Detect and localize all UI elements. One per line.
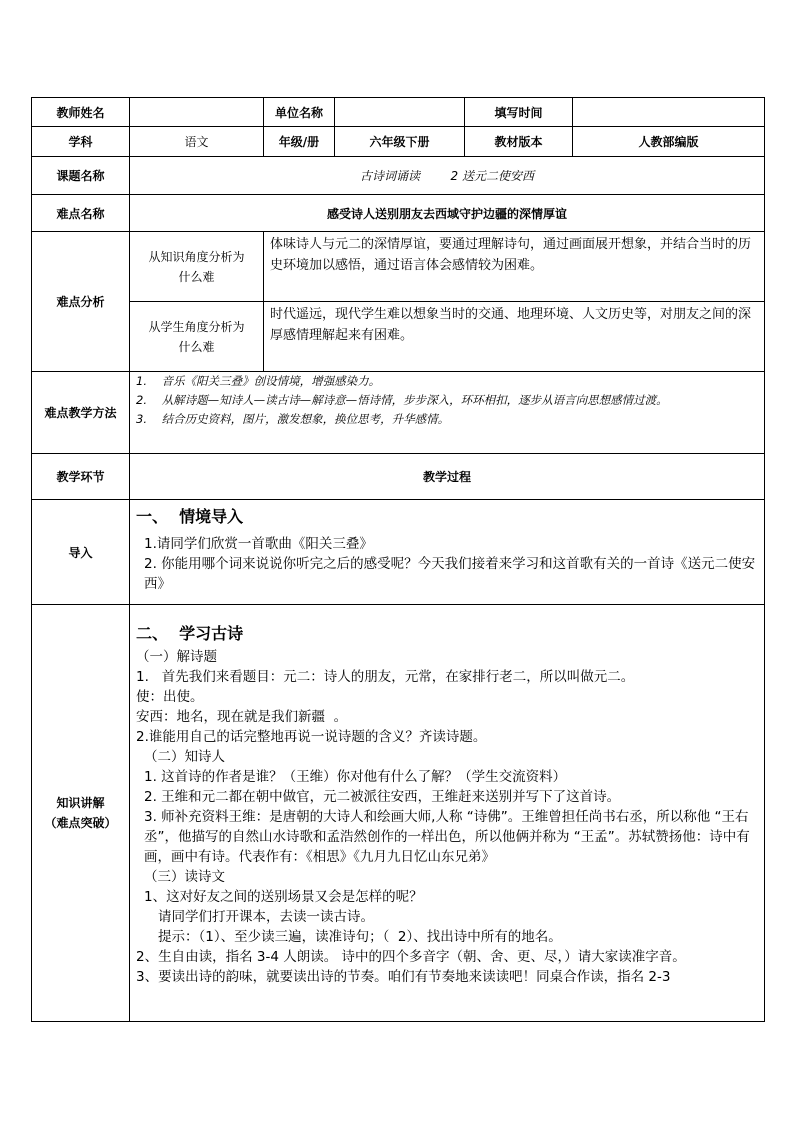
paragraph: 提示：（1）、至少读三遍，读准诗句；（ 2）、找出诗中所有的地名。 xyxy=(158,929,562,945)
intro-line: 2. 你能用哪个词来说说你听完之后的感受呢？今天我们接着来学习和这首歌有关的一首诗《送元二使安西》 xyxy=(144,556,756,592)
analysis-row-knowledge xyxy=(32,232,765,302)
teacher-name-label: 教师姓名 xyxy=(32,98,130,127)
subject-row xyxy=(32,127,765,157)
analysis-row-student xyxy=(32,302,765,372)
header-row xyxy=(32,98,765,127)
topic-row xyxy=(32,157,765,195)
topic-value: 古诗词诵读 2 送元二使安西 xyxy=(130,157,765,195)
intro-content xyxy=(130,500,765,605)
process-header-row xyxy=(32,454,765,500)
analysis-label: 难点分析 xyxy=(32,232,130,372)
knowledge-row xyxy=(32,605,765,1022)
intro-heading: 一、 情境导入 xyxy=(136,507,244,526)
fill-time-label: 填写时间 xyxy=(465,98,573,127)
paragraph: 2、生自由读，指名 3-4 人朗读。 诗中的四个多音字（朝、舍、更、尽，）请大家读准字音。 xyxy=(136,949,686,965)
unit-name-label: 单位名称 xyxy=(264,98,335,127)
paragraph: 1、这对好友之间的送别场景又会是怎样的呢？ xyxy=(144,889,423,905)
difficulty-label: 难点名称 xyxy=(32,195,130,232)
paragraph: 使：出使。 xyxy=(136,689,204,705)
difficulty-value: 感受诗人送别朋友去西域守护边疆的深情厚谊 xyxy=(130,195,765,232)
method-list xyxy=(130,372,765,454)
method-item: 1. 音乐《阳关三叠》创设情境，增强感染力。 xyxy=(136,374,381,388)
section-title: （三）读诗文 xyxy=(144,869,225,885)
section-title: （二）知诗人 xyxy=(144,749,225,765)
method-item: 2. 从解诗题—知诗人—读古诗—解诗意—悟诗情，步步深入，环环相扣，逐步从语言向思想感情过渡。 xyxy=(136,393,668,407)
knowledge-label: 知识讲解 xyxy=(56,796,105,810)
knowledge-label-sub: （难点突破） xyxy=(44,816,117,830)
lesson-plan-table xyxy=(31,97,765,1022)
topic-label: 课题名称 xyxy=(32,157,130,195)
paragraph: 安西：地名，现在就是我们新疆 。 xyxy=(136,709,348,725)
paragraph: 3、要读出诗的韵味，就要读出诗的节奏。咱们有节奏地来读读吧！同桌合作读，指名 2-3 xyxy=(136,969,671,985)
paragraph: 2. 王维和元二都在朝中做官，元二被派往安西，王维赶来送别并写下了这首诗。 xyxy=(144,789,621,805)
subject-value: 语文 xyxy=(130,127,264,157)
unit-name-value xyxy=(335,98,465,127)
paragraph: 1. 首先我们来看题目：元二：诗人的朋友，元常，在家排行老二，所以叫做元二。 xyxy=(136,669,635,685)
fill-time-value xyxy=(573,98,765,127)
student-angle-label: 从学生角度分析为什么难 xyxy=(130,302,264,372)
student-angle-text: 时代遥远，现代学生难以想象当时的交通、地理环境、人文历史等，对朋友之间的深厚感情理解起来有困难。 xyxy=(264,302,765,372)
method-label: 难点教学方法 xyxy=(32,372,130,454)
process-title: 教学过程 xyxy=(130,454,765,500)
intro-line: 1.请同学们欣赏一首歌曲《阳关三叠》 xyxy=(144,536,373,552)
paragraph: 请同学们打开课本，去读一读古诗。 xyxy=(158,909,374,925)
difficulty-row xyxy=(32,195,765,232)
paragraph: 2.谁能用自己的话完整地再说一说诗题的含义？齐读诗题。 xyxy=(136,729,487,745)
subject-label: 学科 xyxy=(32,127,130,157)
paragraph: 3. 师补充资料王维：是唐朝的大诗人和绘画大师,人称 “诗佛”。王维曾担任尚书右丞，所以称他 “王右丞”，他描写的自然山水诗歌和孟浩然创作的一样出色，所以他俩并称为 “王孟”。苏轼赞扬他：诗中有画，画中有诗。代表作有：《相思》《九月九日忆山东兄弟》 xyxy=(144,809,750,865)
method-item: 3. 结合历史资料，图片，激发想象，换位思考，升华感情。 xyxy=(136,412,450,426)
knowledge-angle-label: 从知识角度分析为什么难 xyxy=(130,232,264,302)
method-row xyxy=(32,372,765,454)
teacher-name-value xyxy=(130,98,264,127)
edition-label: 教材版本 xyxy=(465,127,573,157)
process-stage-label: 教学环节 xyxy=(32,454,130,500)
knowledge-label-cell xyxy=(32,605,130,1022)
knowledge-content xyxy=(130,605,765,1022)
edition-value: 人教部编版 xyxy=(573,127,765,157)
intro-row xyxy=(32,500,765,605)
knowledge-heading: 二、 学习古诗 xyxy=(136,624,244,643)
knowledge-angle-text: 体味诗人与元二的深情厚谊，要通过理解诗句，通过画面展开想象，并结合当时的历史环境加以感悟，通过语言体会感情较为困难。 xyxy=(264,232,765,302)
intro-label: 导入 xyxy=(32,500,130,605)
paragraph: 1. 这首诗的作者是谁？（王维）你对他有什么了解？（学生交流资料） xyxy=(144,769,567,785)
grade-value: 六年级下册 xyxy=(335,127,465,157)
section-title: （一）解诗题 xyxy=(136,649,217,665)
grade-label: 年级/册 xyxy=(264,127,335,157)
